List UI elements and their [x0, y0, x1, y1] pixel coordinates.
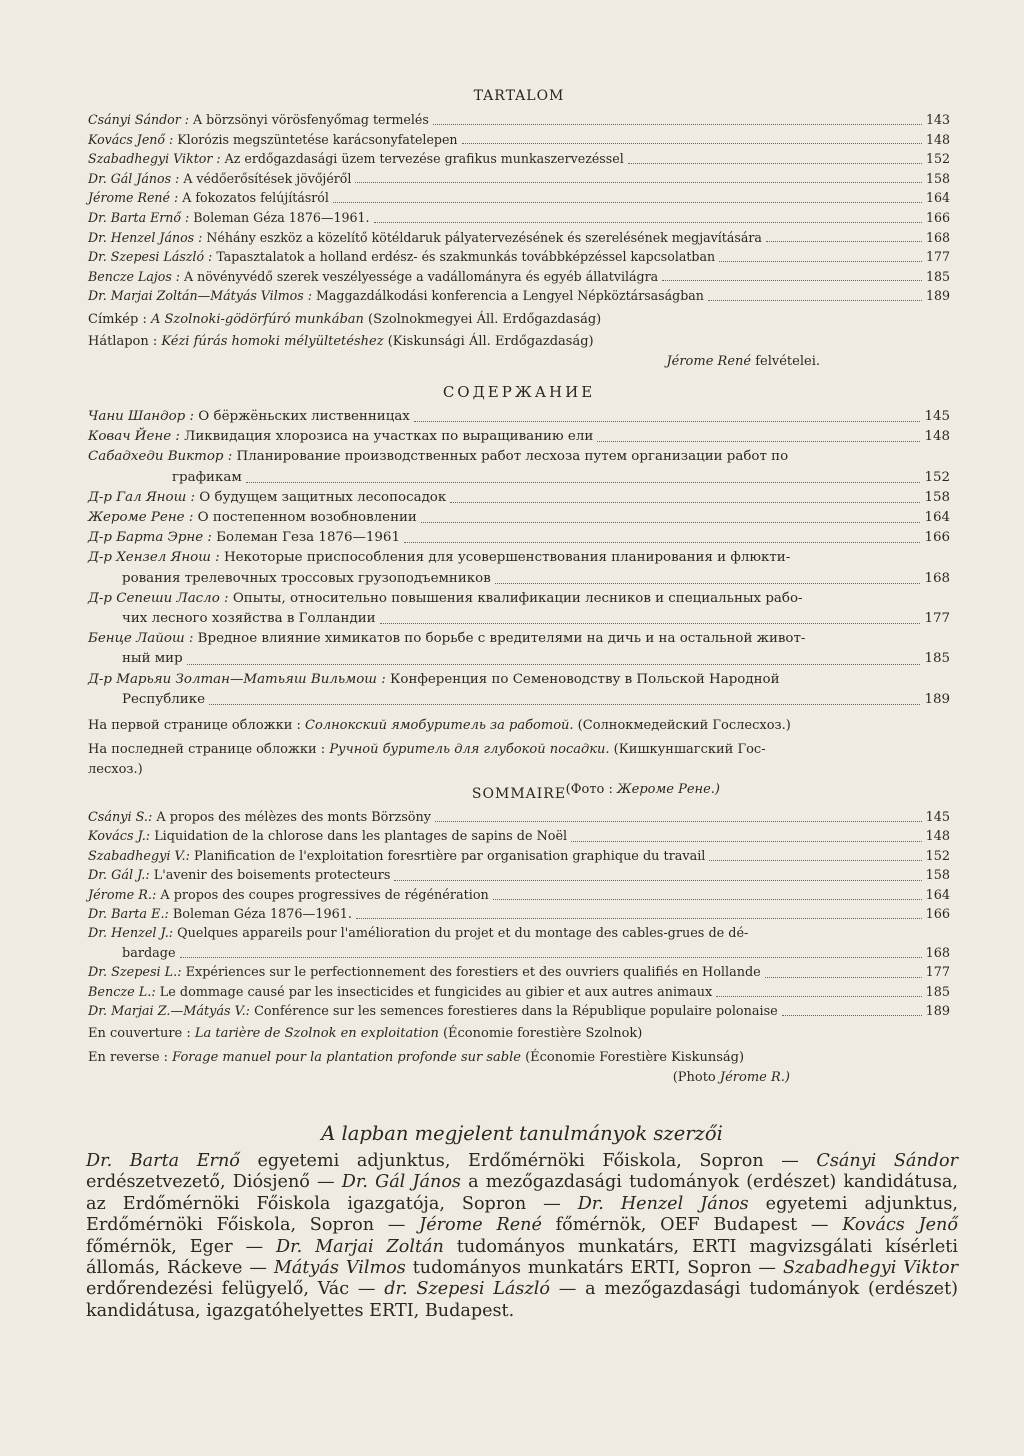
toc-entry	[88, 983, 950, 1002]
toc-title: Вредное влияние химикатов по борьбе с вредителями на дичь и на остальной живот-	[197, 631, 806, 647]
toc-page-number: 168	[924, 570, 950, 586]
toc-author: Kovács Jenő :	[88, 131, 174, 147]
toc-title: Maggazdálkodási konferencia a Lengyel Népköztársaságban	[315, 288, 704, 304]
toc-leader-dots	[246, 482, 921, 483]
toc-author: Д-р Барта Эрне :	[88, 530, 212, 546]
toc-line-1	[88, 924, 950, 943]
author-affiliation: tudományos munkatárs, ERTI magvizsgálati kísérleti állomás, Ráckeve —	[86, 1236, 958, 1279]
toc-page-number: 189	[925, 1004, 950, 1020]
toc-title: Conférence sur les semences forestieres dans la République populaire polonaise	[254, 1004, 778, 1020]
toc-entry-multiline	[88, 589, 950, 629]
toc-title: Boleman Géza 1876—1961.	[172, 907, 352, 923]
author-name: dr. Szepesi László	[384, 1279, 550, 1300]
russian-cover-note: На первой странице обложки : Солнокский ямобуритель за работой. (Солнокмедейский Гослесхоз.)	[88, 718, 791, 734]
toc-author: Dr. Szepesi László :	[88, 249, 213, 265]
toc-title: A fokozatos felújításról	[182, 190, 329, 206]
russian-contents	[88, 383, 950, 800]
author-affiliation: — a mezőgazdasági tudományok (erdészet) kandidátusa, igazgatóhelyettes ERTI, Budapest.	[86, 1279, 959, 1321]
toc-entry	[88, 188, 950, 208]
author-affiliation: tudományos munkatárs ERTI, Sopron —	[405, 1258, 783, 1279]
toc-title: Néhány eszköz a közelítő kötéldaruk pályatervezésének és szerelésének megjavítására	[206, 229, 762, 245]
toc-page-number: 168	[925, 945, 950, 961]
toc-leader-dots	[404, 542, 920, 543]
toc-page-number: 177	[925, 249, 950, 265]
toc-author: Чани Шандор :	[88, 409, 195, 424]
author-name: Szabadhegyi Viktor	[782, 1258, 958, 1279]
toc-page-number: 148	[925, 131, 950, 147]
russian-heading: СОДЕРЖАНИЕ	[442, 383, 596, 401]
toc-page-number: 152	[925, 151, 950, 167]
authors-paragraph	[86, 1151, 958, 1322]
toc-line-1	[88, 447, 950, 467]
toc-title: О постепенном возобновлении	[197, 510, 417, 526]
toc-author: Bencze Lajos :	[88, 268, 181, 284]
toc-entry-multiline	[88, 924, 950, 963]
toc-entry	[88, 963, 950, 982]
toc-page-number: 158	[924, 489, 950, 505]
toc-title: О бёржёньских лиственницах	[198, 409, 410, 424]
toc-entry	[88, 827, 950, 846]
author-name: Kovács Jenő	[842, 1215, 958, 1236]
author-affiliation: főmérnök, Eger —	[86, 1236, 277, 1257]
toc-line-1	[88, 548, 950, 568]
toc-entry-multiline	[88, 447, 950, 487]
toc-line-2	[88, 569, 950, 589]
toc-page-number: 164	[925, 190, 950, 206]
toc-leader-dots	[380, 623, 921, 624]
toc-author: Szabadhegyi Viktor :	[88, 151, 221, 167]
toc-entry	[88, 208, 950, 228]
toc-title: A börzsönyi vörösfenyőmag termelés	[193, 112, 429, 127]
toc-entry	[88, 528, 950, 548]
toc-author: Бенце Лайош :	[88, 631, 194, 647]
toc-title: A propos des mélèzes des monts Börzsöny	[156, 810, 431, 825]
toc-line-2	[88, 944, 950, 963]
toc-author: Д-р Хензел Янош :	[88, 550, 220, 566]
toc-title: Planification de l'exploitation foresrtière par organisation graphique du travail	[194, 848, 706, 864]
author-name: Dr. Gál János	[341, 1172, 461, 1193]
toc-line-2	[88, 468, 950, 488]
toc-author: Dr. Henzel J.:	[88, 926, 174, 942]
toc-entry	[88, 247, 950, 267]
toc-title: Expériences sur le perfectionnement des forestiers et des ouvriers qualifiés en Hollande	[185, 965, 761, 981]
author-name: Dr. Marjai Zoltán	[276, 1236, 444, 1257]
toc-page-number: 164	[925, 887, 950, 903]
toc-author: Dr. Marjai Zoltán—Mátyás Vilmos :	[88, 288, 312, 304]
author-name: Csányi Sándor	[816, 1151, 958, 1171]
toc-title: A védőerősítések jövőjéről	[183, 170, 352, 186]
toc-page-number: 189	[925, 288, 950, 304]
toc-author: Жероме Рене :	[88, 510, 194, 526]
toc-entry	[88, 286, 950, 306]
toc-title: Некоторые приспособления для усовершенствования планирования и флюкти-	[223, 550, 791, 566]
toc-author: Dr. Henzel János :	[88, 229, 203, 245]
toc-page-number: 166	[924, 530, 950, 546]
toc-entry	[88, 886, 950, 905]
toc-leader-dots	[628, 163, 922, 164]
toc-title-continued: рования трелевочных троссовых грузоподъемников	[122, 570, 491, 586]
toc-entry	[88, 110, 950, 130]
toc-page-number: 158	[925, 170, 950, 186]
toc-leader-dots	[495, 583, 921, 584]
toc-title: Планирование производственных работ лесхоза путем организации работ по	[236, 449, 789, 465]
toc-entry	[88, 488, 950, 508]
toc-leader-dots	[433, 124, 922, 125]
toc-author: Dr. Szepesi L.:	[88, 965, 182, 981]
toc-entry	[88, 169, 950, 189]
toc-leader-dots	[493, 899, 922, 900]
toc-line-2	[88, 609, 950, 629]
toc-page-number: 148	[925, 829, 950, 845]
author-name: Jérome René	[419, 1215, 542, 1236]
toc-author: Д-р Гал Янош :	[88, 489, 196, 505]
toc-author: Сабадхеди Виктор :	[88, 449, 233, 465]
toc-title: Liquidation de la chlorose dans les plantages de sapins de Noël	[154, 829, 568, 845]
author-affiliation: erdészetvezető, Diósjenő —	[86, 1172, 342, 1193]
toc-leader-dots	[187, 664, 921, 665]
french-heading: SOMMAIRE	[471, 786, 567, 802]
toc-page-number: 143	[925, 112, 950, 127]
toc-entry	[88, 847, 950, 866]
toc-title: Quelques appareils pour l'amélioration du projet et du montage des cables-grues de dé-	[177, 926, 749, 942]
toc-title-continued: bardage	[122, 945, 176, 961]
toc-leader-dots	[180, 957, 922, 958]
toc-page-number: 168	[925, 229, 950, 245]
toc-leader-dots	[708, 300, 922, 301]
toc-leader-dots	[414, 421, 921, 422]
author-name: Dr. Barta Ernő	[86, 1151, 240, 1171]
toc-entry-multiline	[88, 629, 950, 669]
russian-photo-credit: (Фото : Жероме Рене.)	[565, 782, 720, 798]
french-cover-note: En couverture : La tarière de Szolnok en exploitation (Économie forestière Szolnok)	[88, 1026, 643, 1042]
toc-entry	[88, 508, 950, 528]
toc-leader-dots	[597, 441, 920, 442]
toc-title: A növényvédő szerek veszélyessége a vadállományra és egyéb állatvilágra	[184, 268, 659, 284]
toc-leader-dots	[394, 880, 921, 881]
toc-entry	[88, 267, 950, 287]
toc-entry	[88, 866, 950, 885]
toc-entry	[88, 149, 950, 169]
toc-page-number: 152	[925, 848, 950, 864]
toc-leader-dots	[209, 704, 920, 705]
toc-author: Jérome R.:	[88, 887, 157, 903]
toc-author: Dr. Barta E.:	[88, 907, 169, 923]
toc-author: Ковач Йене :	[88, 429, 180, 445]
french-photo-credit: (Photo Jérome R.)	[672, 1070, 790, 1086]
toc-title: L'avenir des boisements protecteurs	[153, 868, 391, 884]
toc-leader-dots	[356, 918, 922, 919]
toc-page-number: 166	[925, 907, 950, 923]
hungarian-contents	[88, 88, 950, 372]
toc-leader-dots	[782, 1015, 922, 1016]
toc-entry	[88, 427, 950, 447]
toc-entry	[88, 228, 950, 248]
french-back-note: En reverse : Forage manuel pour la plantation profonde sur sable (Économie Forestière Kiskunság)	[88, 1050, 745, 1066]
toc-title-continued: графикам	[172, 469, 242, 485]
toc-author: Dr. Gál J.:	[88, 868, 150, 884]
toc-title-continued: Республике	[122, 691, 206, 707]
toc-title-continued: ный мир	[122, 651, 183, 667]
toc-page-number: 185	[925, 268, 950, 284]
toc-author: Szabadhegyi V.:	[88, 848, 190, 864]
toc-page-number: 148	[924, 429, 950, 445]
author-affiliation: egyetemi adjunktus, Erdőmérnöki Főiskola, Sopron —	[86, 1193, 958, 1236]
toc-page-number: 189	[924, 691, 950, 707]
hungarian-photo-credit: Jérome René felvételei.	[666, 353, 820, 369]
toc-leader-dots	[421, 522, 921, 523]
toc-title: Klorózis megszüntetése karácsonyfatelepen	[177, 131, 458, 147]
toc-leader-dots	[709, 860, 921, 861]
french-contents	[88, 786, 950, 1088]
toc-leader-dots	[450, 502, 920, 503]
toc-entry-multiline	[88, 548, 950, 588]
toc-line-1	[88, 629, 950, 649]
toc-title: Az erdőgazdasági üzem tervezése grafikus munkaszervezéssel	[224, 151, 624, 167]
toc-author: Jérome René :	[88, 190, 179, 206]
toc-page-number: 145	[924, 409, 950, 424]
toc-author: Csányi Sándor :	[88, 112, 190, 127]
toc-leader-dots	[571, 841, 921, 842]
author-affiliation: erdőrendezési felügyelő, Vác —	[86, 1279, 385, 1300]
toc-title: Boleman Géza 1876—1961.	[193, 209, 370, 225]
toc-author: Д-р Сепеши Ласло :	[88, 590, 229, 606]
toc-author: Csányi S.:	[88, 810, 153, 825]
toc-page-number: 152	[924, 469, 950, 485]
toc-entry	[88, 905, 950, 924]
toc-line-1	[88, 589, 950, 609]
toc-title: A propos des coupes progressives de régénération	[160, 887, 489, 903]
author-affiliation: a mezőgazdasági tudományok (erdészet) kandidátusa, az Erdőmérnöki Főiskola igazgatója, Sopron —	[86, 1172, 958, 1214]
russian-back-note: На последней странице обложки : Ручной буритель для глубокой посадки. (Кишкуншагский Гос- лесхоз.)	[88, 742, 766, 778]
toc-title: Le dommage causé par les insecticides et fungicides au gibier et aux autres animaux	[159, 984, 713, 1000]
authors-section	[86, 1122, 958, 1322]
toc-author: Д-р Марьяи Золтан—Матьяш Вильмош :	[88, 671, 386, 687]
authors-heading: A lapban megjelent tanulmányok szerzői	[321, 1122, 723, 1145]
toc-leader-dots	[435, 821, 922, 822]
toc-page-number: 145	[925, 810, 950, 825]
author-affiliation: egyetemi adjunktus, Erdőmérnöki Főiskola, Sopron —	[239, 1151, 817, 1171]
toc-page-number: 166	[925, 209, 950, 225]
toc-title-continued: чих лесного хозяйства в Голландии	[122, 611, 376, 627]
toc-leader-dots	[355, 182, 922, 183]
toc-title: Болеман Геза 1876—1961	[216, 530, 400, 546]
toc-leader-dots	[765, 977, 922, 978]
author-affiliation: főmérnök, OEF Budapest —	[541, 1215, 843, 1236]
toc-entry	[88, 1002, 950, 1021]
toc-entry	[88, 407, 950, 427]
author-name: Dr. Henzel János	[577, 1193, 749, 1214]
toc-title: Опыты, относительно повышения квалификации лесников и специальных рабо-	[232, 590, 803, 606]
toc-entry-multiline	[88, 670, 950, 710]
toc-leader-dots	[662, 280, 922, 281]
toc-line-1	[88, 670, 950, 690]
author-name: Mátyás Vilmos	[273, 1258, 406, 1279]
toc-title: Конференция по Семеноводству в Польской Народной	[390, 671, 780, 687]
toc-title: Tapasztalatok a holland erdész- és szakmunkás továbbképzéssel kapcsolatban	[216, 249, 716, 265]
toc-page-number: 177	[924, 611, 950, 627]
toc-entry	[88, 808, 950, 827]
toc-leader-dots	[766, 241, 922, 242]
toc-title: Ликвидация хлорозиса на участках по выращиванию ели	[184, 429, 594, 445]
toc-page-number: 177	[925, 965, 950, 981]
toc-page-number: 185	[925, 984, 950, 1000]
toc-author: Bencze L.:	[88, 984, 156, 1000]
toc-title: О будущем защитных лесопосадок	[199, 489, 447, 505]
toc-leader-dots	[716, 996, 921, 997]
toc-page-number: 158	[925, 868, 950, 884]
toc-line-2	[88, 649, 950, 669]
toc-leader-dots	[719, 261, 922, 262]
toc-leader-dots	[374, 222, 922, 223]
toc-page-number: 185	[924, 651, 950, 667]
toc-leader-dots	[462, 143, 922, 144]
toc-author: Dr. Barta Ernő :	[88, 209, 190, 225]
toc-line-2	[88, 690, 950, 710]
hungarian-cover-note: Címkép : A Szolnoki-gödörfúró munkában (Szolnokmegyei Áll. Erdőgazdaság)	[88, 311, 602, 327]
toc-author: Dr. Marjai Z.—Mátyás V.:	[88, 1004, 250, 1020]
hungarian-back-note: Hátlapon : Kézi fúrás homoki mélyültetéshez (Kiskunsági Áll. Erdőgazdaság)	[88, 333, 594, 349]
toc-author: Dr. Gál János :	[88, 170, 180, 186]
toc-entry	[88, 130, 950, 150]
toc-author: Kovács J.:	[88, 829, 151, 845]
hungarian-heading: TARTALOM	[473, 88, 565, 104]
toc-leader-dots	[333, 202, 922, 203]
toc-page-number: 164	[924, 510, 950, 526]
